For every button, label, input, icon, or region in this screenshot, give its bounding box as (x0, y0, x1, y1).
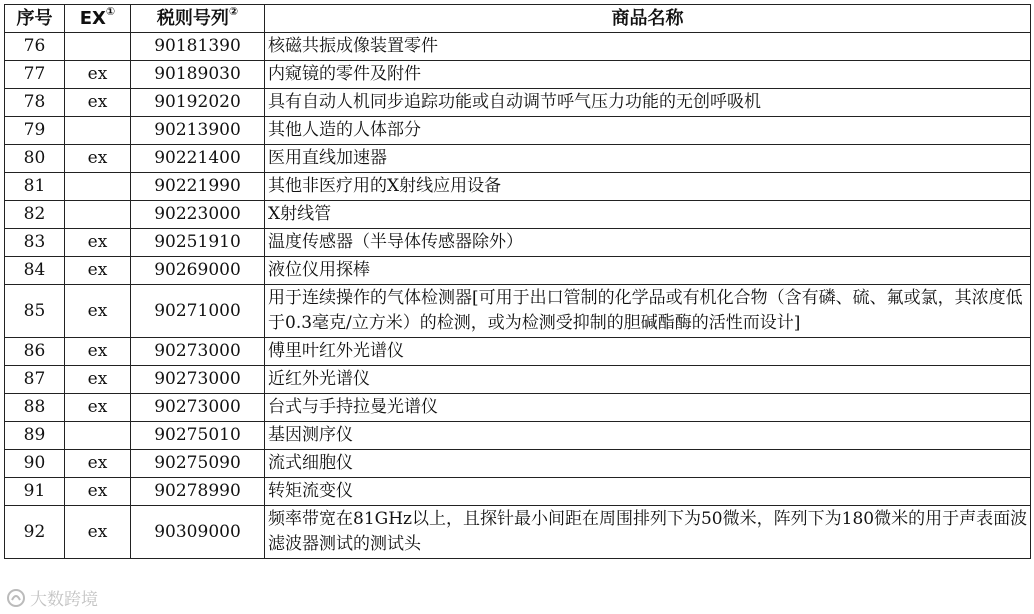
row-index: 87 (5, 366, 65, 394)
row-tariff-code: 90213900 (131, 117, 265, 145)
row-ex: ex (65, 394, 131, 422)
header-index: 序号 (5, 5, 65, 33)
row-ex: ex (65, 450, 131, 478)
header-product-name: 商品名称 (265, 5, 1031, 33)
row-tariff-code: 90221400 (131, 145, 265, 173)
row-ex: ex (65, 61, 131, 89)
row-ex: ex (65, 366, 131, 394)
row-index: 82 (5, 201, 65, 229)
row-tariff-code: 90273000 (131, 366, 265, 394)
table-row (5, 257, 1031, 285)
row-index: 84 (5, 257, 65, 285)
row-tariff-code: 90223000 (131, 201, 265, 229)
row-tariff-code: 90275010 (131, 422, 265, 450)
row-product-name: 医用直线加速器 (265, 145, 1031, 173)
row-ex (65, 422, 131, 450)
table-row (5, 117, 1031, 145)
row-ex (65, 33, 131, 61)
table-row (5, 229, 1031, 257)
header-code-footnote: ② (228, 5, 239, 18)
table-row (5, 422, 1031, 450)
row-tariff-code: 90192020 (131, 89, 265, 117)
table-row (5, 478, 1031, 506)
table-row (5, 394, 1031, 422)
row-tariff-code: 90278990 (131, 478, 265, 506)
row-index: 83 (5, 229, 65, 257)
row-ex: ex (65, 478, 131, 506)
row-product-name: 频率带宽在81GHz以上，且探针最小间距在周围排列下为50微米，阵列下为180微米的用于声表面波滤波器测试的测试头 (265, 506, 1031, 559)
row-product-name: 台式与手持拉曼光谱仪 (265, 394, 1031, 422)
table-row (5, 450, 1031, 478)
row-product-name: 核磁共振成像装置零件 (265, 33, 1031, 61)
row-tariff-code: 90251910 (131, 229, 265, 257)
row-index: 77 (5, 61, 65, 89)
watermark-text: 大数跨境 (30, 590, 98, 610)
table-row (5, 338, 1031, 366)
row-product-name: 其他非医疗用的X射线应用设备 (265, 173, 1031, 201)
table-body (5, 33, 1031, 559)
row-tariff-code: 90221990 (131, 173, 265, 201)
row-index: 86 (5, 338, 65, 366)
table-row (5, 89, 1031, 117)
row-product-name: 具有自动人机同步追踪功能或自动调节呼气压力功能的无创呼吸机 (265, 89, 1031, 117)
table-row (5, 201, 1031, 229)
row-product-name: 其他人造的人体部分 (265, 117, 1031, 145)
row-tariff-code: 90271000 (131, 285, 265, 338)
row-product-name: 傅里叶红外光谱仪 (265, 338, 1031, 366)
table-row (5, 173, 1031, 201)
row-ex: ex (65, 285, 131, 338)
table-row (5, 145, 1031, 173)
table-row (5, 366, 1031, 394)
row-product-name: 温度传感器（半导体传感器除外） (265, 229, 1031, 257)
tariff-table (4, 4, 1031, 559)
row-ex (65, 117, 131, 145)
row-product-name: 液位仪用探棒 (265, 257, 1031, 285)
row-product-name: X射线管 (265, 201, 1031, 229)
row-index: 81 (5, 173, 65, 201)
row-index: 90 (5, 450, 65, 478)
header-tariff-code: 税则号列② (131, 5, 265, 33)
row-ex (65, 173, 131, 201)
table-row (5, 61, 1031, 89)
row-ex: ex (65, 338, 131, 366)
row-ex: ex (65, 506, 131, 559)
row-product-name: 内窥镜的零件及附件 (265, 61, 1031, 89)
brand-logo-icon (6, 588, 26, 608)
row-tariff-code: 90181390 (131, 33, 265, 61)
row-index: 80 (5, 145, 65, 173)
table-row (5, 285, 1031, 338)
header-ex: EX① (65, 5, 131, 33)
row-product-name: 近红外光谱仪 (265, 366, 1031, 394)
row-index: 91 (5, 478, 65, 506)
row-ex: ex (65, 145, 131, 173)
row-ex: ex (65, 89, 131, 117)
row-product-name: 流式细胞仪 (265, 450, 1031, 478)
table-header (5, 5, 1031, 33)
row-tariff-code: 90273000 (131, 338, 265, 366)
row-index: 88 (5, 394, 65, 422)
row-tariff-code: 90189030 (131, 61, 265, 89)
row-index: 89 (5, 422, 65, 450)
row-ex: ex (65, 229, 131, 257)
header-ex-footnote: ① (105, 5, 116, 18)
row-tariff-code: 90269000 (131, 257, 265, 285)
row-product-name: 用于连续操作的气体检测器[可用于出口管制的化学品或有机化合物（含有磷、硫、氟或氯，其浓度低于0.3毫克/立方米）的检测，或为检测受抑制的胆碱酯酶的活性而设计] (265, 285, 1031, 338)
row-ex (65, 201, 131, 229)
row-index: 92 (5, 506, 65, 559)
row-tariff-code: 90275090 (131, 450, 265, 478)
table-row (5, 506, 1031, 559)
row-tariff-code: 90309000 (131, 506, 265, 559)
row-index: 79 (5, 117, 65, 145)
row-index: 78 (5, 89, 65, 117)
table-row (5, 33, 1031, 61)
row-product-name: 转矩流变仪 (265, 478, 1031, 506)
row-tariff-code: 90273000 (131, 394, 265, 422)
watermark (6, 585, 98, 610)
header-row (5, 5, 1031, 33)
row-index: 85 (5, 285, 65, 338)
row-ex: ex (65, 257, 131, 285)
row-index: 76 (5, 33, 65, 61)
row-product-name: 基因测序仪 (265, 422, 1031, 450)
